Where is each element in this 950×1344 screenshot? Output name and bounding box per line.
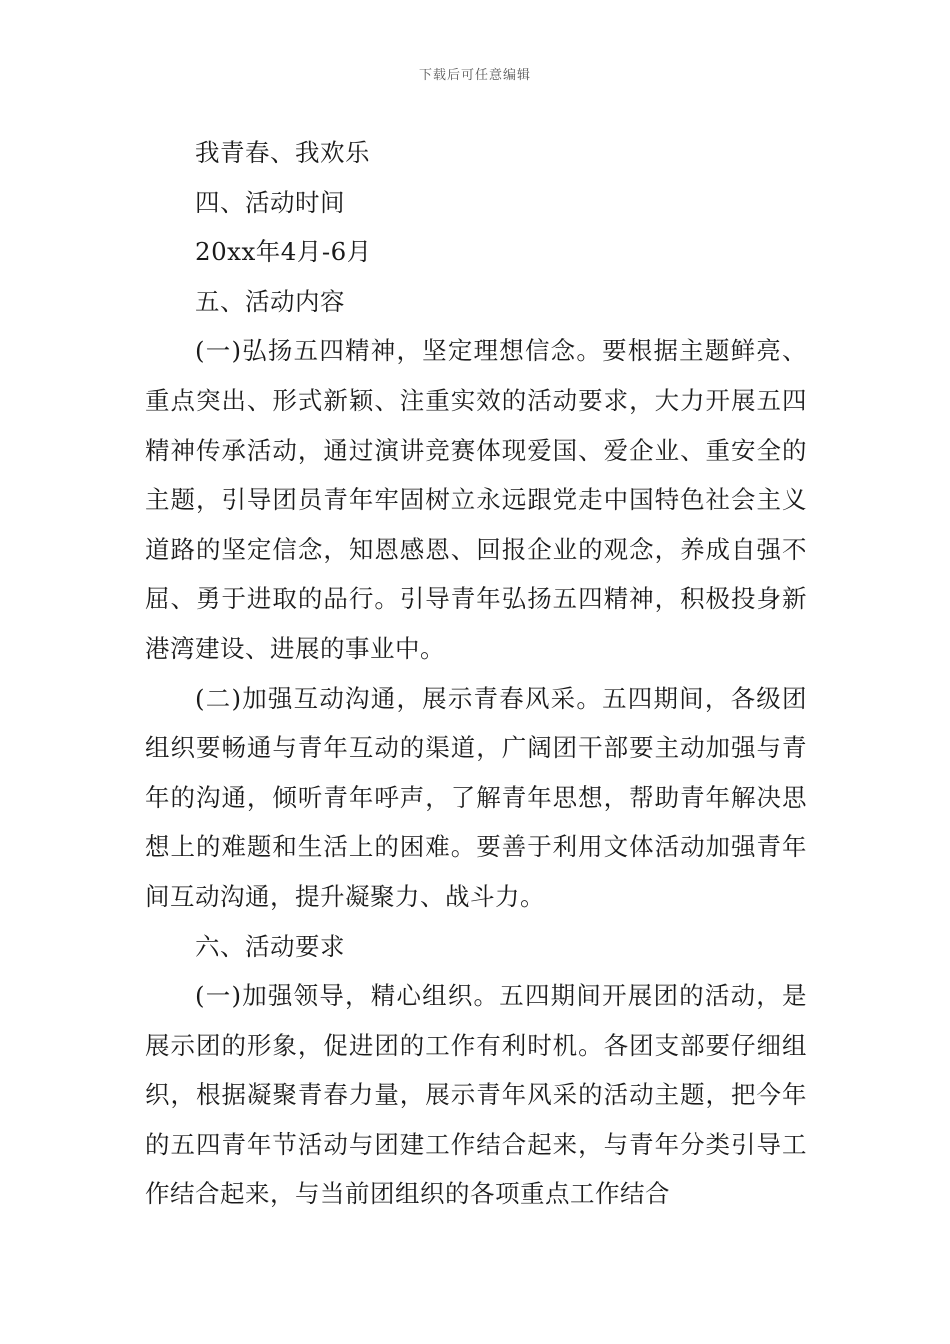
heading-activity-content: 五、活动内容 [195,286,345,316]
page-header: 下载后可任意编辑 [418,68,531,83]
paragraph-content-2: (二)加强互动沟通，展示青春风采。五四期间，各级团组织要畅通与青年互动的渠道，广阔团干部要主动加强与青年的沟通，倾听青年呼声，了解青年思想，帮助青年解决思想上的难题和生活上的困难。要善于利用文体活动加强青年间互动沟通，提升凝聚力、战斗力。 [145,683,807,911]
paragraph-requirement-1: (一)加强领导，精心组织。五四期间开展团的活动，是展示团的形象，促进团的工作有利时机。各团支部要仔细组织，根据凝聚青春力量，展示青年风采的活动主题，把今年的五四青年节活动与团建工作结合起来，与青年分类引导工作结合起来，与当前团组织的各项重点工作结合 [145,981,807,1209]
paragraph-activity-time: 20xx年4月-6月 [195,237,372,267]
paragraph-content-1: (一)弘扬五四精神，坚定理想信念。要根据主题鲜亮、重点突出、形式新颖、注重实效的活动要求，大力开展五四精神传承活动，通过演讲竞赛体现爱国、爱企业、重安全的主题，引导团员青年牢固树立永远跟党走中国特色社会主义道路的坚定信念，知恩感恩、回报企业的观念，养成自强不屈、勇于进取的品行。引导青年弘扬五四精神，积极投身新港湾建设、进展的事业中。 [145,336,807,663]
paragraph-theme: 我青春、我欢乐 [195,138,370,167]
heading-activity-time: 四、活动时间 [195,187,345,217]
document-body [145,128,807,1219]
heading-activity-requirements: 六、活动要求 [195,931,345,961]
